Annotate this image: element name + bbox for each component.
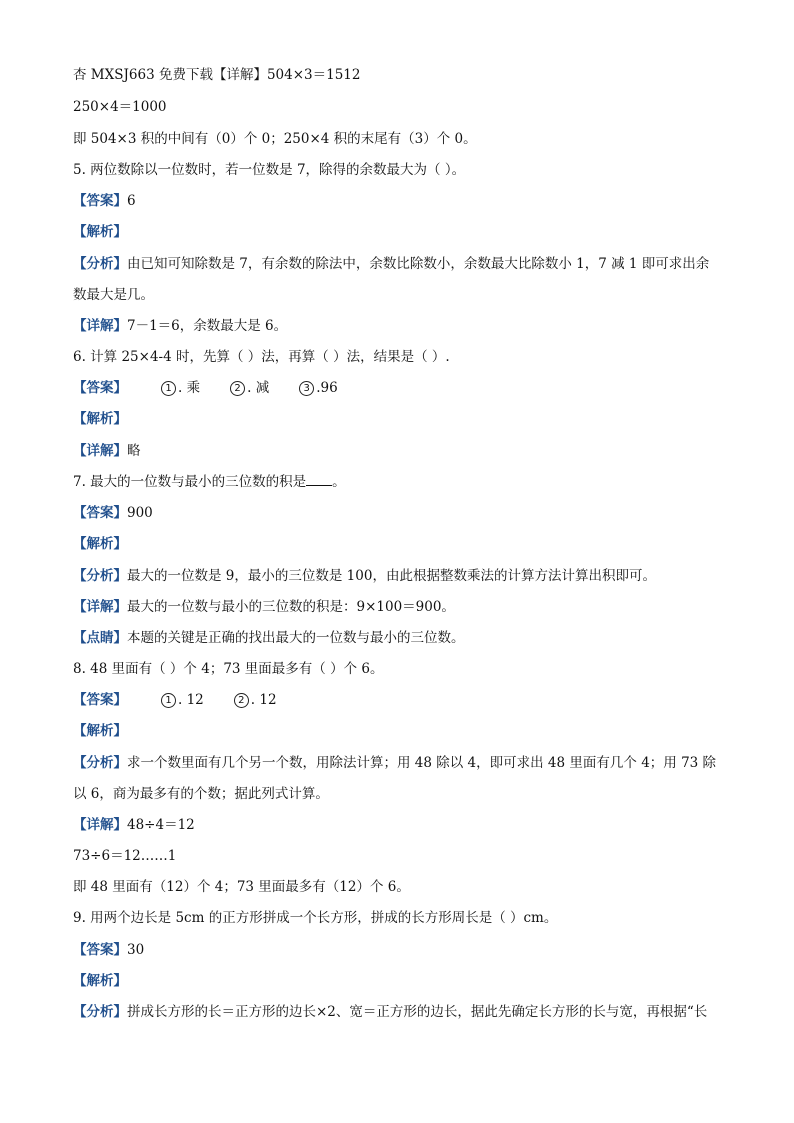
fenxi-tag: 【分析】 bbox=[73, 1004, 127, 1020]
fenxi-tag: 【分析】 bbox=[73, 256, 127, 272]
detail-text: 略 bbox=[127, 443, 141, 459]
answer-value: 乘 bbox=[186, 380, 201, 396]
text-line: 以 6，商为最多有的个数；据此列式计算。 bbox=[73, 786, 329, 802]
dianjing-7 bbox=[73, 629, 733, 647]
dianjing-tag: 【点睛】 bbox=[73, 630, 127, 646]
analysis-8 bbox=[73, 722, 733, 740]
question-text: 。 bbox=[332, 474, 346, 490]
answer-value: 12 bbox=[259, 692, 277, 708]
text-line: 杏 MXSJ663 免费下载【详解】504×3＝1512 bbox=[73, 67, 361, 83]
fenxi-7 bbox=[73, 567, 733, 585]
answer-value: 12 bbox=[186, 692, 204, 708]
fenxi-9 bbox=[73, 1003, 733, 1021]
question-text: 7. 最大的一位数与最小的三位数的积是 bbox=[73, 474, 307, 490]
answer-tag: 【答案】 bbox=[73, 193, 127, 209]
analysis-5 bbox=[73, 223, 733, 241]
analysis-9 bbox=[73, 972, 733, 990]
detail-text: 7－1＝6，余数最大是 6。 bbox=[127, 318, 288, 334]
answer-6: 【答案】 1 . 乘 2 . 减 3 .96 bbox=[73, 380, 338, 396]
analysis-tag: 【解析】 bbox=[73, 723, 127, 739]
analysis-6 bbox=[73, 410, 733, 428]
text-line: 即 48 里面有（12）个 4；73 里面最多有（12）个 6。 bbox=[73, 879, 410, 895]
detail-8 bbox=[73, 816, 733, 834]
answer-tag: 【答案】 bbox=[73, 942, 127, 958]
answer-value: 96 bbox=[320, 380, 338, 396]
detail-tag: 【详解】 bbox=[73, 318, 127, 334]
question-6: 6. 计算 25×4-4 时，先算（ ）法，再算（ ）法，结果是（ ）. bbox=[73, 349, 450, 365]
analysis-7 bbox=[73, 535, 733, 553]
fenxi-text: 由已知可知除数是 7，有余数的除法中，余数比除数小，余数最大比除数小 1，7 减 1 即可求出余 bbox=[127, 256, 710, 272]
answer-value: 900 bbox=[127, 505, 153, 521]
fenxi-text: 求一个数里面有几个另一个数，用除法计算；用 48 除以 4，即可求出 48 里面有几个 4；用 73 除 bbox=[127, 755, 717, 771]
question-7 bbox=[73, 473, 733, 491]
blank-line bbox=[306, 473, 332, 486]
detail-7 bbox=[73, 598, 733, 616]
fenxi-text: 最大的一位数是 9，最小的三位数是 100，由此根据整数乘法的计算方法计算出积即可。 bbox=[127, 568, 656, 584]
detail-tag: 【详解】 bbox=[73, 599, 127, 615]
analysis-tag: 【解析】 bbox=[73, 411, 127, 427]
answer-9 bbox=[73, 941, 733, 959]
circled-number: 2 bbox=[234, 693, 249, 708]
answer-tag: 【答案】 bbox=[73, 692, 127, 708]
detail-6 bbox=[73, 442, 733, 460]
text-line: 73÷6＝12……1 bbox=[73, 848, 177, 864]
detail-tag: 【详解】 bbox=[73, 817, 127, 833]
answer-8: 【答案】 1 . 12 2 . 12 bbox=[73, 692, 277, 708]
circled-number: 1 bbox=[161, 381, 176, 396]
analysis-tag: 【解析】 bbox=[73, 973, 127, 989]
fenxi-tag: 【分析】 bbox=[73, 755, 127, 771]
answer-tag: 【答案】 bbox=[73, 505, 127, 521]
analysis-tag: 【解析】 bbox=[73, 536, 127, 552]
question-9: 9. 用两个边长是 5cm 的正方形拼成一个长方形，拼成的长方形周长是（ ）cm。 bbox=[73, 910, 558, 926]
answer-5 bbox=[73, 192, 733, 210]
fenxi-tag: 【分析】 bbox=[73, 568, 127, 584]
circled-number: 2 bbox=[230, 381, 245, 396]
answer-7 bbox=[73, 504, 733, 522]
text-line: 数最大是几。 bbox=[73, 287, 154, 303]
detail-tag: 【详解】 bbox=[73, 443, 127, 459]
detail-text: 最大的一位数与最小的三位数的积是：9×100＝900。 bbox=[127, 599, 455, 615]
question-5: 5. 两位数除以一位数时，若一位数是 7，除得的余数最大为（ ）。 bbox=[73, 162, 466, 178]
analysis-tag: 【解析】 bbox=[73, 224, 127, 240]
text-line: 250×4＝1000 bbox=[73, 99, 167, 115]
text-line: 即 504×3 积的中间有（0）个 0；250×4 积的末尾有（3）个 0。 bbox=[73, 131, 477, 147]
answer-value: 30 bbox=[127, 942, 145, 958]
fenxi-text: 拼成长方形的长＝正方形的边长×2、宽＝正方形的边长，据此先确定长方形的长与宽，再根据“长 bbox=[127, 1004, 708, 1020]
circled-number: 1 bbox=[161, 693, 176, 708]
dianjing-text: 本题的关键是正确的找出最大的一位数与最小的三位数。 bbox=[127, 630, 465, 646]
fenxi-8 bbox=[73, 754, 733, 772]
answer-value: 6 bbox=[127, 193, 136, 209]
answer-value: 减 bbox=[255, 380, 270, 396]
fenxi-5 bbox=[73, 255, 733, 273]
detail-text: 48÷4＝12 bbox=[127, 817, 195, 833]
circled-number: 3 bbox=[299, 381, 314, 396]
detail-5 bbox=[73, 317, 733, 335]
answer-tag: 【答案】 bbox=[73, 380, 127, 396]
question-8: 8. 48 里面有（ ）个 4；73 里面最多有（ ）个 6。 bbox=[73, 661, 384, 677]
